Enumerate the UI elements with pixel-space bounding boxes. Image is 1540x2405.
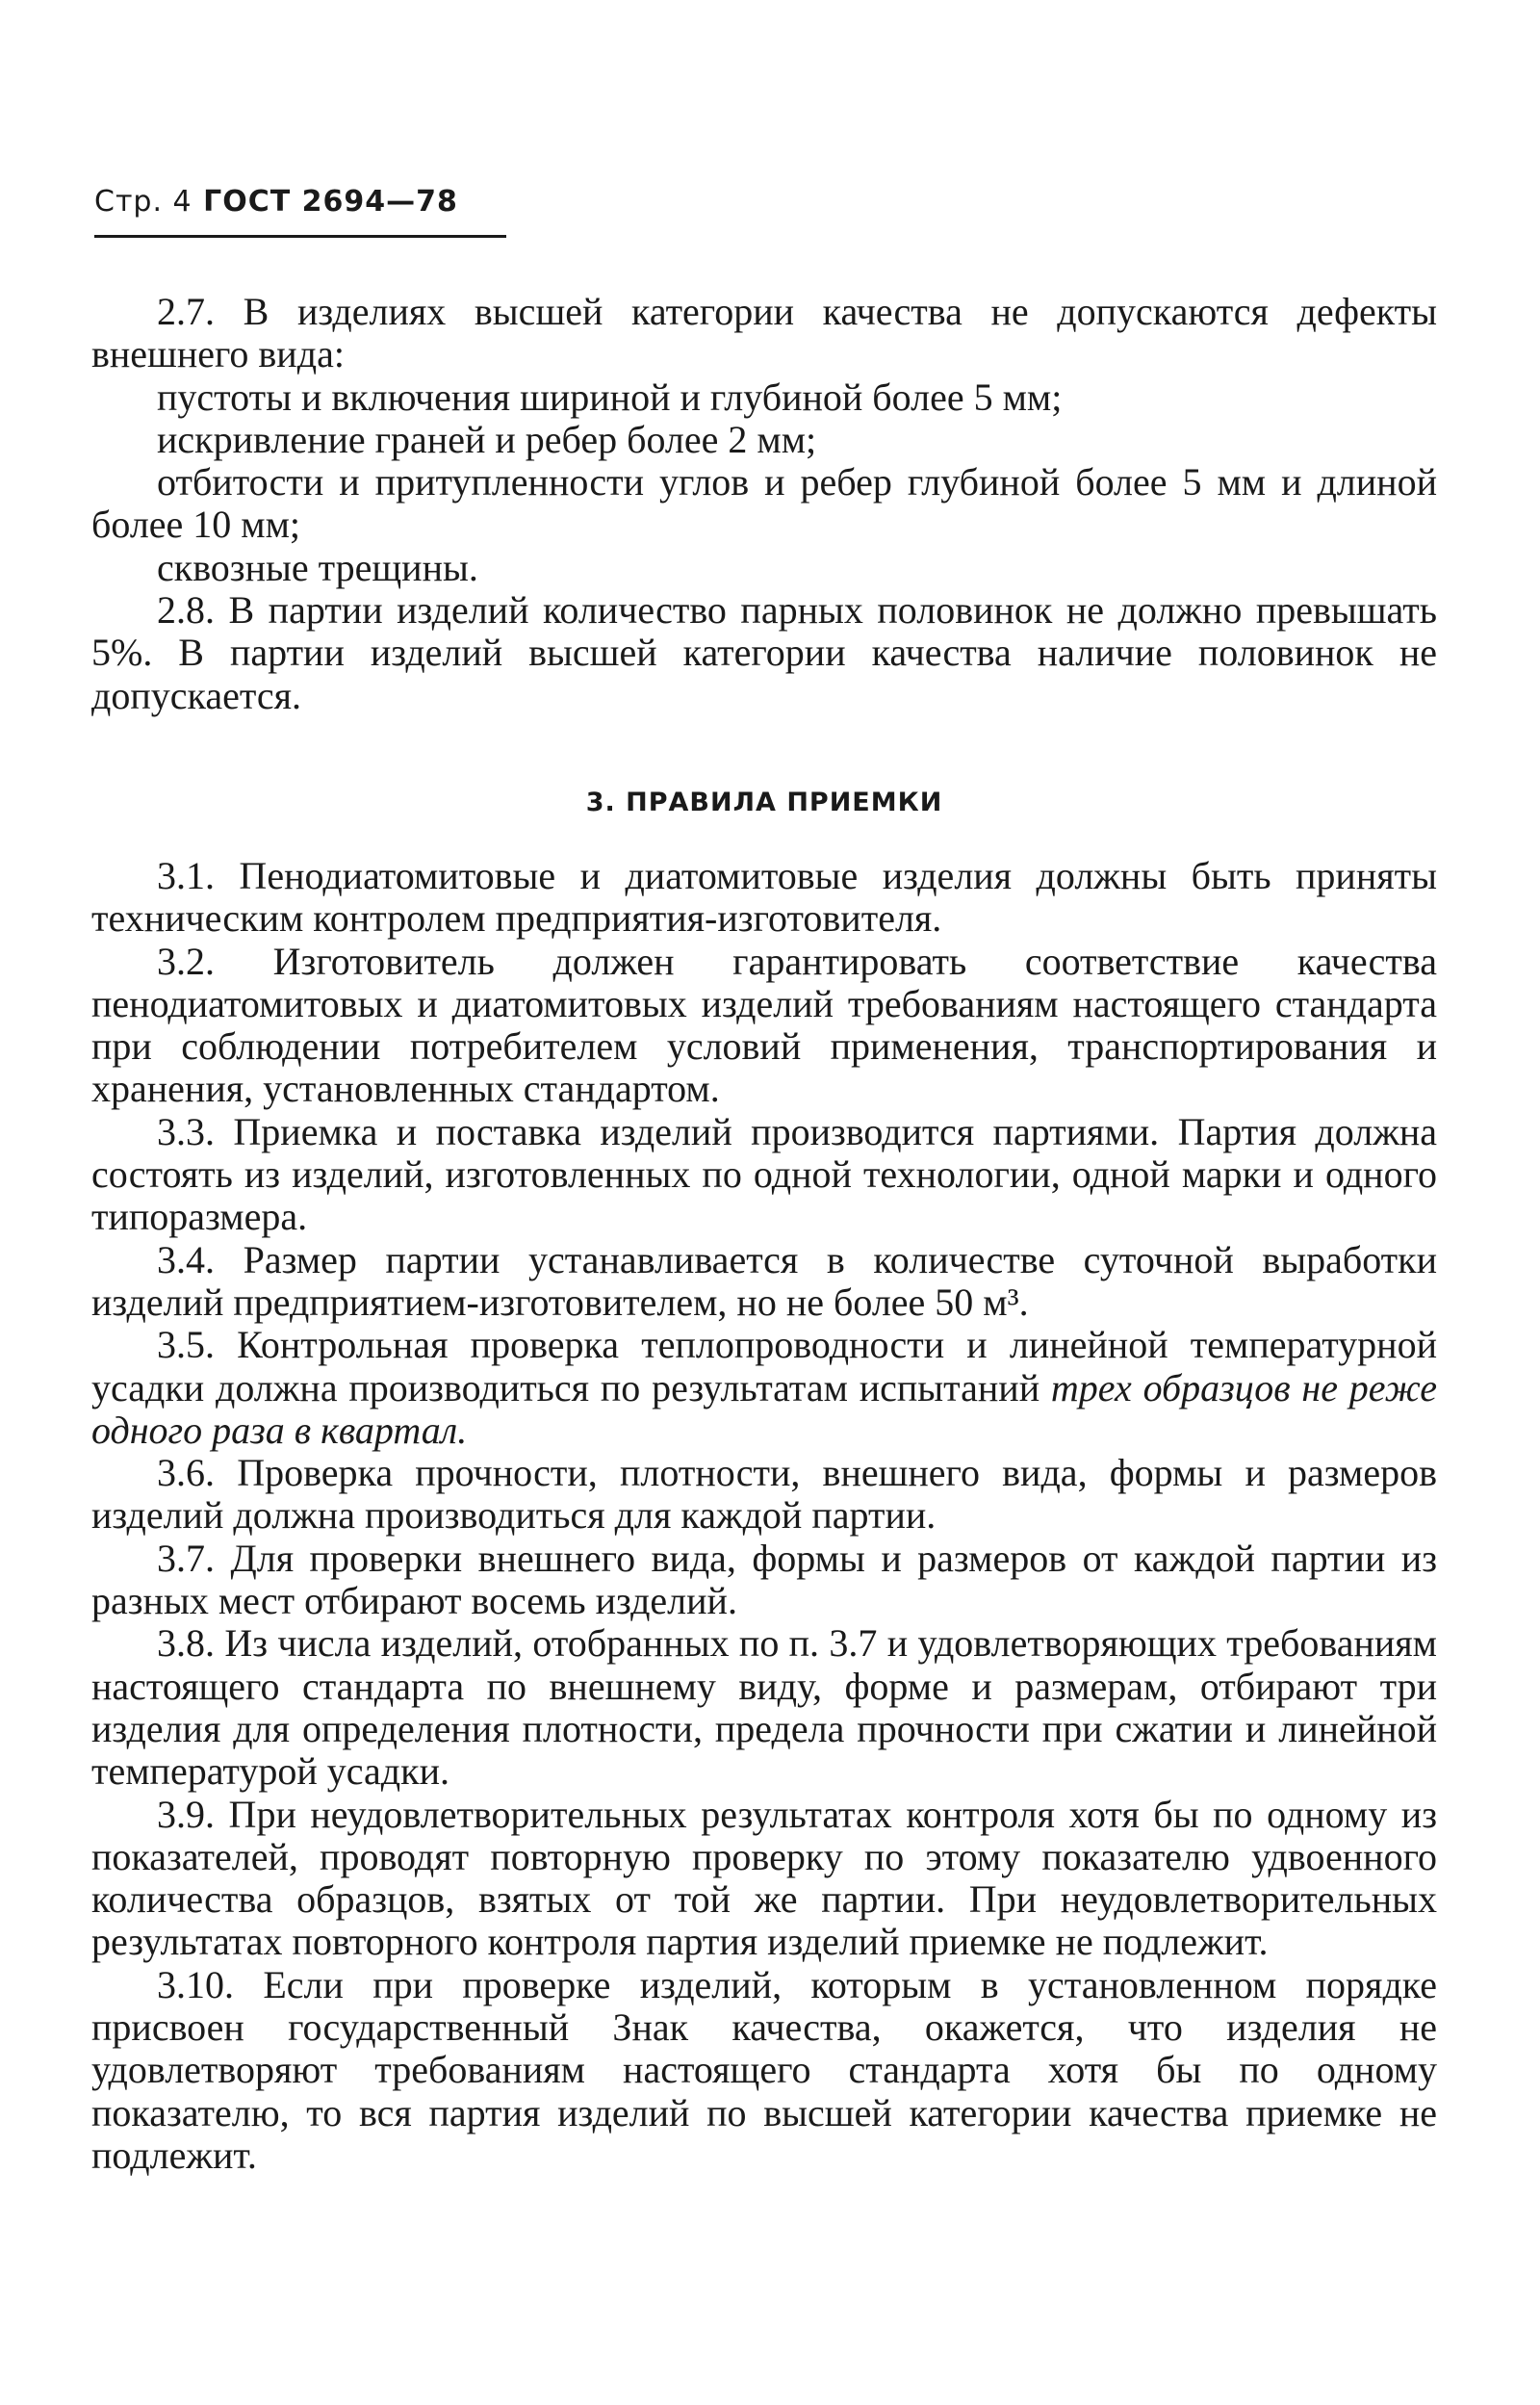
section-2-continuation — [91, 291, 1437, 717]
paragraph-3-5-text: 3.5. Контрольная проверка теплопроводности и линейной температурной усадки должна производиться по результатам испытаний — [91, 1323, 1437, 1409]
defect-item-voids: пустоты и включения шириной и глубиной более 5 мм; — [157, 375, 1063, 419]
paragraph-3-8: 3.8. Из числа изделий, отобранных по п. 3.7 и удовлетворяющих требованиям настоящего стандарта по внешнему виду, форме и размерам, отбирают три изделия для определения плотности, предела прочности при сжатии и линейной температурой усадки. — [91, 1621, 1437, 1794]
paragraph-3-5-italic: трех образцов не реже одного раза в квартал. — [91, 1365, 1437, 1452]
paragraph-3-7: 3.7. Для проверки внешнего вида, формы и размеров от каждой партии из разных мест отбирают восемь изделий. — [91, 1536, 1437, 1623]
paragraph-3-2: 3.2. Изготовитель должен гарантировать соответствие качества пенодиатомитовых и диатомитовых изделий требованиям настоящего стандарта при соблюдении потребителем условий применения, транспортирования и хранения, установленных стандартом. — [91, 939, 1437, 1111]
page-number-label: Стр. 4 — [94, 185, 192, 219]
paragraph-2-8: 2.8. В партии изделий количество парных половинок не должно превышать 5%. В партии изделий высшей категории качества наличие половинок не допускается. — [91, 588, 1437, 717]
section-3-title: 3. ПРАВИЛА ПРИЕМКИ — [585, 788, 943, 817]
section-3-body — [91, 855, 1437, 2177]
header-underline — [94, 235, 506, 238]
paragraph-3-5 — [91, 1324, 1437, 1452]
defect-item-curvature: искривление граней и ребер более 2 мм; — [157, 417, 817, 461]
paragraph-2-7: 2.7. В изделиях высшей категории качества не допускаются дефекты внешнего вида: — [91, 290, 1437, 376]
page-header — [94, 185, 458, 219]
defect-item-chips: отбитости и притупленности углов и ребер глубиной более 5 мм и длиной более 10 мм; — [91, 460, 1437, 547]
paragraph-3-3: 3.3. Приемка и поставка изделий производится партиями. Партия должна состоять из изделий, изготовленных по одной технологии, одной марки и одного типоразмера. — [91, 1109, 1437, 1239]
paragraph-3-4: 3.4. Размер партии устанавливается в количестве суточной выработки изделий предприятием-изготовителем, но не более 50 м³. — [91, 1237, 1437, 1324]
standard-code: ГОСТ 2694—78 — [203, 185, 458, 219]
paragraph-3-1: 3.1. Пенодиатомитовые и диатомитовые изделия должны быть приняты техническим контролем предприятия-изготовителя. — [91, 854, 1437, 941]
defect-item-cracks: сквозные трещины. — [157, 545, 478, 589]
paragraph-3-9: 3.9. При неудовлетворительных результатах контроля хотя бы по одному из показателей, проводят повторную проверку по этому показателю удвоенного количества образцов, взятых от той же партии. При неудовлетворительных результатах повторного контроля партия изделий приемке не подлежит. — [91, 1792, 1437, 1964]
paragraph-3-10: 3.10. Если при проверке изделий, которым в установленном порядке присвоен государственный Знак качества, окажется, что изделия не удовлетворяют требованиям настоящего стандарта хотя бы по одному показателю, то вся партия изделий по высшей категории качества приемке не подлежит. — [91, 1962, 1437, 2177]
paragraph-3-6: 3.6. Проверка прочности, плотности, внешнего вида, формы и размеров изделий должна производиться для каждой партии. — [91, 1451, 1437, 1538]
